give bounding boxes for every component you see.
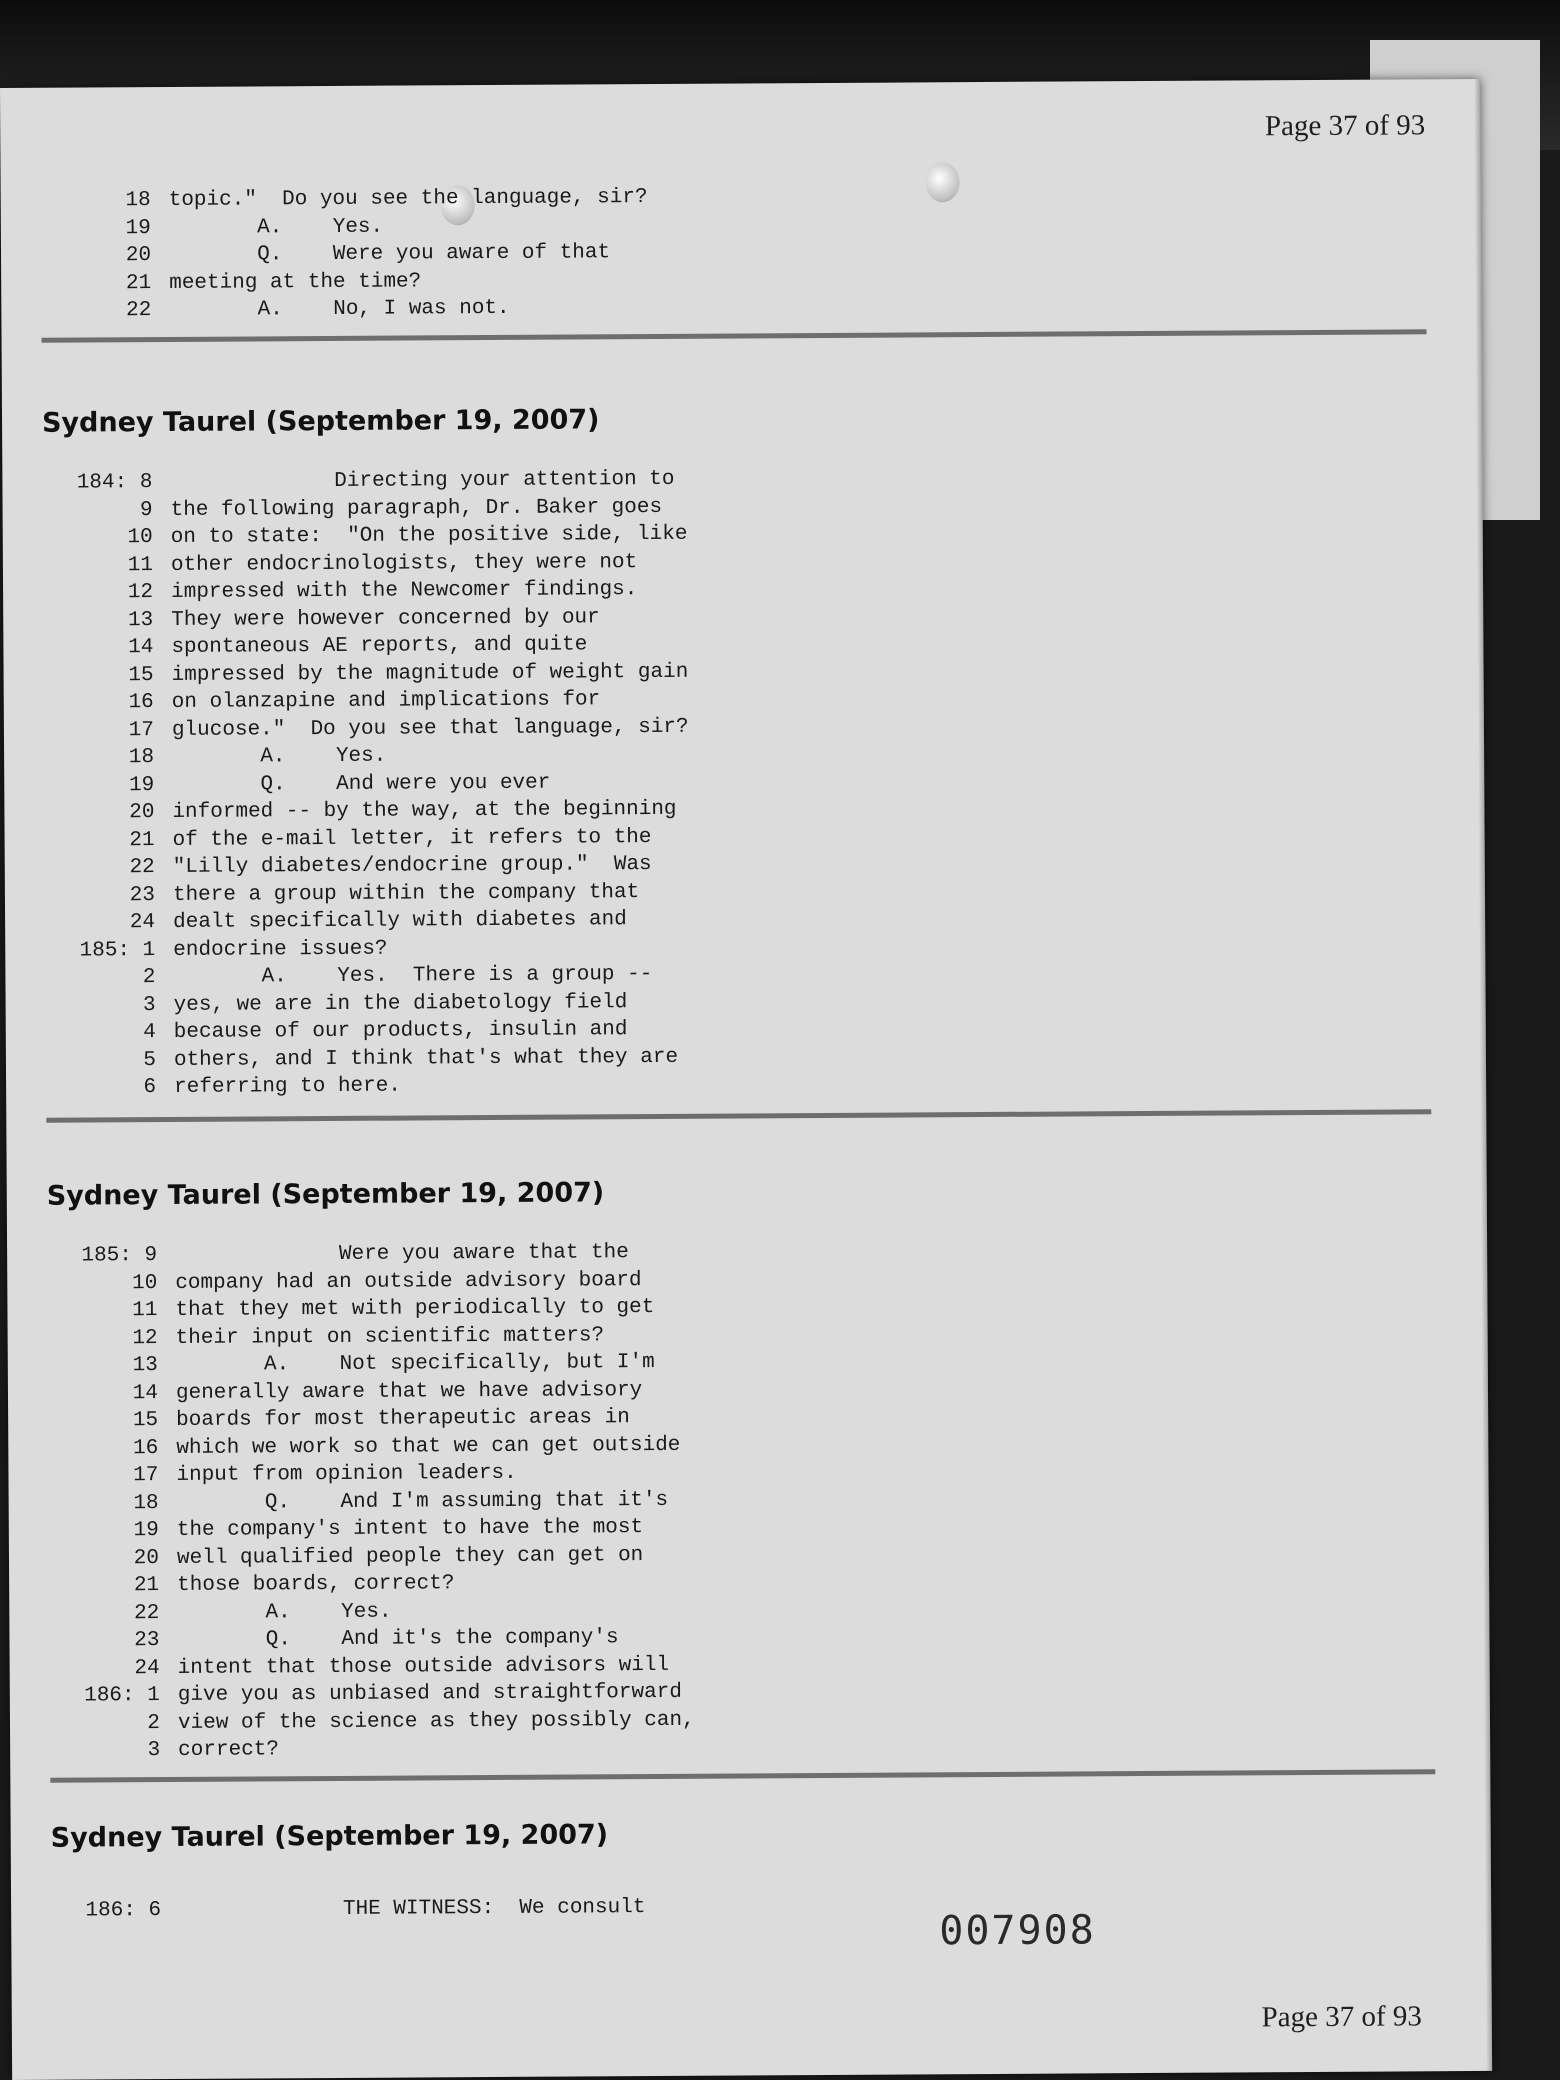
transcript-line: [2, 466, 687, 498]
line-text: A. Not specifically, but I'm: [175, 1351, 655, 1377]
line-number: 21: [129, 828, 155, 852]
transcript-line: [5, 851, 690, 883]
transcript-line: [5, 961, 690, 993]
transcript-line: [3, 576, 688, 608]
transcript-line: [8, 1459, 693, 1491]
transcript-line: [3, 631, 688, 663]
line-number: 16: [133, 1436, 159, 1460]
line-number: 21: [133, 1574, 160, 1598]
line-number: 3: [142, 993, 156, 1017]
page-number-header: Page 37 of 93: [1264, 109, 1426, 143]
line-number: 23: [129, 883, 156, 907]
line-text: Q. And I'm assuming that it's: [176, 1488, 669, 1515]
line-text: other endocrinologists, they were not: [170, 550, 638, 577]
line-text: boards for most therapeutic areas in: [176, 1406, 630, 1432]
transcript-line: [3, 603, 688, 635]
transcript-line: [4, 768, 689, 800]
line-text: topic." Do you see the language, sir?: [168, 186, 648, 212]
transcript-line: [5, 823, 690, 855]
line-text: that they met with periodically to get: [175, 1296, 655, 1322]
line-text: company had an outside advisory board: [175, 1268, 642, 1295]
line-text: yes, we are in the diabetology field: [173, 990, 628, 1017]
transcript-line: [9, 1486, 694, 1518]
line-text: A. No, I was not.: [169, 296, 510, 322]
transcript-fragment: [1, 184, 649, 325]
line-text: input from opinion leaders.: [176, 1461, 517, 1487]
line-text: A. Yes.: [177, 1600, 392, 1625]
line-number: 24: [129, 911, 156, 935]
line-number: 185: 1: [79, 938, 156, 963]
line-number: 22: [134, 1601, 160, 1625]
transcript-line: [7, 1266, 692, 1298]
line-text: on olanzapine and implications for: [171, 688, 601, 714]
line-text: of the e-mail letter, it refers to the: [172, 825, 652, 852]
section-divider: [50, 1769, 1435, 1782]
transcript-line: [1, 212, 648, 243]
line-number: 20: [125, 244, 152, 268]
line-number: 186: 1: [84, 1684, 160, 1708]
line-number: 19: [125, 216, 151, 240]
line-text: Q. Were you aware of that: [168, 241, 611, 267]
line-number: 12: [127, 581, 154, 605]
line-number: 6: [143, 1076, 157, 1100]
transcript-section: [11, 1894, 645, 1925]
transcript-line: [4, 741, 689, 773]
line-number: 15: [132, 1409, 159, 1433]
transcript-line: [7, 1239, 692, 1271]
section-title: Sydney Taurel (September 19, 2007): [41, 404, 600, 439]
section-divider: [46, 1109, 1431, 1122]
transcript-line: [9, 1514, 694, 1546]
transcript-line: [4, 713, 689, 745]
line-number: 10: [132, 1271, 158, 1295]
transcript-line: [9, 1624, 694, 1656]
line-number: 14: [132, 1381, 159, 1405]
bates-number: 007908: [939, 1907, 1096, 1955]
transcript-line: [8, 1321, 693, 1353]
line-text: well qualified people they can get on: [176, 1543, 644, 1570]
line-number: 2: [147, 1711, 161, 1735]
line-text: view of the science as they possibly can,: [177, 1708, 695, 1735]
line-number: 18: [128, 746, 155, 770]
line-text: spontaneous AE reports, and quite: [171, 633, 588, 659]
punch-hole-icon: [925, 162, 959, 202]
line-text: Were you aware that the: [175, 1241, 629, 1267]
transcript-line: [11, 1894, 645, 1925]
line-text: Q. And it's the company's: [177, 1626, 619, 1652]
line-number: 13: [127, 608, 154, 632]
line-text: impressed with the Newcomer findings.: [171, 578, 638, 604]
line-number: 17: [133, 1464, 159, 1488]
transcript-line: [5, 933, 690, 965]
transcript-line: [10, 1706, 695, 1738]
transcript-line: [8, 1431, 693, 1463]
line-number: 9: [139, 498, 153, 522]
line-number: 24: [134, 1656, 160, 1680]
line-number: 12: [132, 1326, 158, 1350]
line-number: 11: [132, 1299, 158, 1323]
line-text: impressed by the magnitude of weight gain: [171, 660, 689, 687]
line-number: 19: [128, 773, 155, 797]
line-text: Directing your attention to: [170, 467, 675, 494]
line-text: They were however concerned by our: [171, 605, 600, 632]
line-number: 23: [134, 1629, 160, 1653]
transcript-line: [9, 1596, 694, 1628]
line-text: referring to here.: [174, 1074, 402, 1099]
transcript-line: [4, 686, 689, 718]
line-number: 20: [129, 801, 155, 825]
line-number: 10: [127, 526, 153, 550]
line-text: meeting at the time?: [169, 269, 422, 295]
transcript-line: [6, 1043, 691, 1075]
transcript-line: [5, 906, 690, 938]
line-number: 13: [132, 1354, 158, 1378]
line-text: generally aware that we have advisory: [175, 1378, 643, 1405]
line-text: A. Yes. There is a group --: [173, 963, 653, 989]
line-text: there a group within the company that: [172, 880, 640, 907]
line-number: 15: [128, 663, 154, 687]
line-text: informed -- by the way, at the beginning: [172, 797, 677, 824]
line-number: 14: [128, 636, 154, 660]
transcript-line: [9, 1569, 694, 1601]
transcript-line: [4, 796, 689, 828]
line-number: 17: [128, 718, 154, 742]
line-text: the company's intent to have the most: [176, 1516, 644, 1542]
line-text: because of our products, insulin and: [173, 1018, 628, 1044]
document-page: [0, 79, 1492, 2080]
line-number: 2: [142, 966, 156, 990]
line-number: 5: [143, 1048, 157, 1072]
transcript-line: [6, 1071, 691, 1103]
line-number: 18: [125, 189, 151, 213]
transcript-line: [10, 1734, 695, 1766]
transcript-line: [9, 1541, 694, 1573]
line-text: A. Yes.: [168, 215, 384, 240]
line-text: endocrine issues?: [173, 937, 388, 962]
line-text: dealt specifically with diabetes and: [173, 908, 627, 934]
transcript-line: [1, 294, 648, 325]
line-text: Q. And were you ever: [172, 771, 551, 797]
line-number: 16: [128, 691, 154, 715]
transcript-line: [8, 1404, 693, 1436]
line-text: correct?: [178, 1738, 280, 1762]
transcript-section: [2, 466, 691, 1103]
line-number: 11: [127, 553, 153, 577]
line-text: on to state: "On the positive side, like: [170, 522, 688, 549]
line-number: 4: [143, 1021, 156, 1045]
line-number: 22: [129, 856, 155, 880]
line-text: the following paragraph, Dr. Baker goes: [170, 495, 663, 522]
line-text: which we work so that we can get outside: [176, 1433, 681, 1460]
line-number: 186: 6: [85, 1899, 162, 1923]
line-text: those boards, correct?: [177, 1572, 455, 1597]
line-text: intent that those outside advisors will: [177, 1653, 670, 1680]
line-number: 18: [133, 1491, 159, 1515]
line-number: 185: 9: [81, 1244, 158, 1268]
transcript-line: [3, 548, 688, 580]
line-number: 3: [147, 1739, 161, 1763]
section-title: Sydney Taurel (September 19, 2007): [50, 1819, 609, 1854]
line-text: glucose." Do you see that language, sir?: [171, 715, 689, 742]
transcript-line: [1, 184, 648, 215]
line-number: 21: [125, 271, 152, 295]
transcript-line: [10, 1651, 695, 1683]
transcript-line: [8, 1349, 693, 1381]
line-number: 184: 8: [76, 471, 153, 495]
transcript-line: [4, 658, 689, 690]
line-number: 20: [133, 1546, 160, 1570]
line-text: THE WITNESS: We consult: [179, 1896, 646, 1922]
transcript-line: [7, 1294, 692, 1326]
section-divider: [42, 329, 1427, 342]
line-text: give you as unbiased and straightforward: [177, 1680, 682, 1707]
line-text: A. Yes.: [172, 744, 387, 769]
transcript-line: [5, 878, 690, 910]
line-text: "Lilly diabetes/endocrine group." Was: [172, 853, 652, 879]
line-text: others, and I think that's what they are: [173, 1045, 679, 1072]
transcript-line: [3, 493, 688, 525]
transcript-line: [1, 267, 648, 298]
transcript-line: [6, 1016, 691, 1048]
transcript-line: [8, 1376, 693, 1408]
transcript-section: [7, 1239, 695, 1766]
section-title: Sydney Taurel (September 19, 2007): [46, 1177, 605, 1212]
line-number: 19: [133, 1519, 159, 1543]
line-text: their input on scientific matters?: [175, 1323, 605, 1350]
transcript-line: [1, 239, 648, 270]
transcript-line: [10, 1679, 695, 1711]
page-number-footer: Page 37 of 93: [1261, 2000, 1422, 2034]
transcript-line: [3, 521, 688, 553]
line-number: 22: [126, 299, 152, 323]
transcript-line: [6, 988, 691, 1020]
